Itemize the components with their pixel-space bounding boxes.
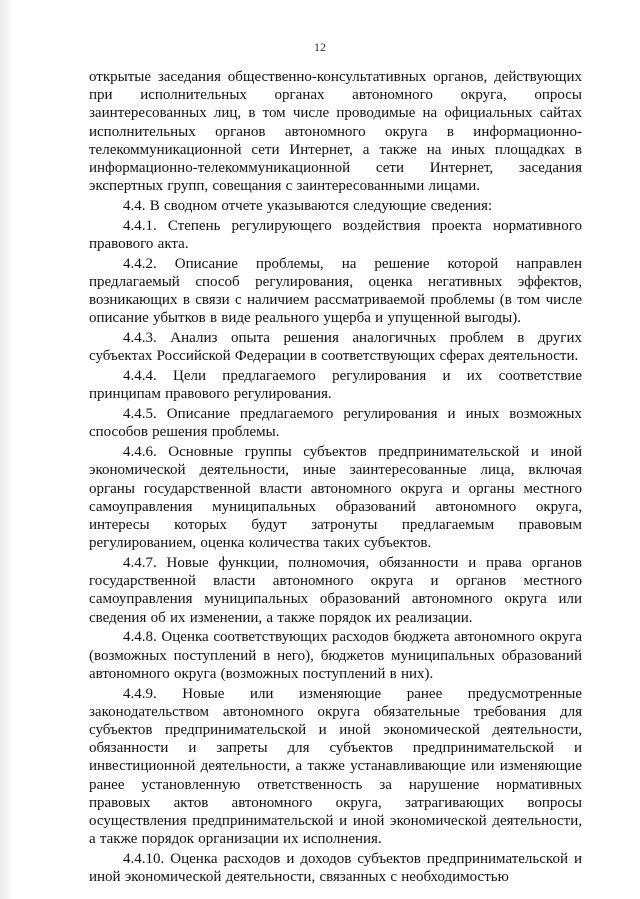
scan-edge-shadow (0, 0, 14, 899)
paragraph-4-4-6: 4.4.6. Основные группы субъектов предпринимательской и иной экономической деятельности, иные заинтересованные лица, включая органы государственной власти автономного округа и органы местного самоуправления муниципальных образований автономного округа, интересы которых будут затронуты предлагаемым правовым регулированием, оценка количества таких субъектов. (89, 444, 582, 552)
paragraph-4-4-9: 4.4.9. Новые или изменяющие ранее предусмотренные законодательством автономного округа обязательные требования для субъектов предпринимательской и иной экономической деятельности, обязанности и запреты для субъектов предпринимательской и инвестиционной деятельности, а также устанавливающие или изменяющие ранее установленную ответственность за нарушение нормативных правовых актов автономного округа, затрагивающих вопросы осуществления предпринимательской и иной экономической деятельности, а также порядок организации их исполнения. (89, 685, 582, 848)
paragraph-4-4-3: 4.4.3. Анализ опыта решения аналогичных проблем в других субъектах Российской Федерации в соответствующих сферах деятельности. (89, 330, 582, 365)
paragraph-4-4-1: 4.4.1. Степень регулирующего воздействия проекта нормативного правового акта. (89, 217, 582, 253)
document-body (89, 68, 582, 888)
paragraph-4-4-5: 4.4.5. Описание предлагаемого регулирования и иных возможных способов решения проблемы. (89, 406, 582, 441)
paragraph-4-4-7: 4.4.7. Новые функции, полномочия, обязанности и права органов государственной власти автономного округа и органов местного самоуправления муниципальных образований автономного округа или сведения об их изменении, а также порядок их реализации. (89, 555, 582, 626)
paragraph-continuation: открытые заседания общественно-консультативных органов, действующих при исполнительных органах автономного округа, опросы заинтересованных лиц, в том числе проводимые на официальных сайтах исполнительных органов автономного округа в информационно-телекоммуникационной сети Интернет, а также на иных площадках в информационно-телекоммуникационной сети Интернет, заседания экспертных групп, совещания с заинтересованными лицами. (89, 69, 582, 195)
paragraph-4-4-10: 4.4.10. Оценка расходов и доходов субъектов предпринимательской и иной экономической деятельности, связанных с необходимостью (89, 851, 582, 886)
paragraph-4-4-4: 4.4.4. Цели предлагаемого регулирования и их соответствие принципам правового регулирования. (89, 368, 582, 403)
page-number: 12 (314, 40, 326, 54)
paragraph-4-4: 4.4. В сводном отчете указываются следующие сведения: (123, 198, 493, 215)
paragraph-4-4-2: 4.4.2. Описание проблемы, на решение которой направлен предлагаемый способ регулирования, оценка негативных эффектов, возникающих в связи с наличием рассматриваемой проблемы (в том числе описание убытков в виде реального ущерба и упущенной выгоды). (89, 255, 582, 327)
paragraph-4-4-8: 4.4.8. Оценка соответствующих расходов бюджета автономного округа (возможных поступлений в него), бюджетов муниципальных образований автономного округа (возможных поступлений в них). (89, 629, 582, 682)
